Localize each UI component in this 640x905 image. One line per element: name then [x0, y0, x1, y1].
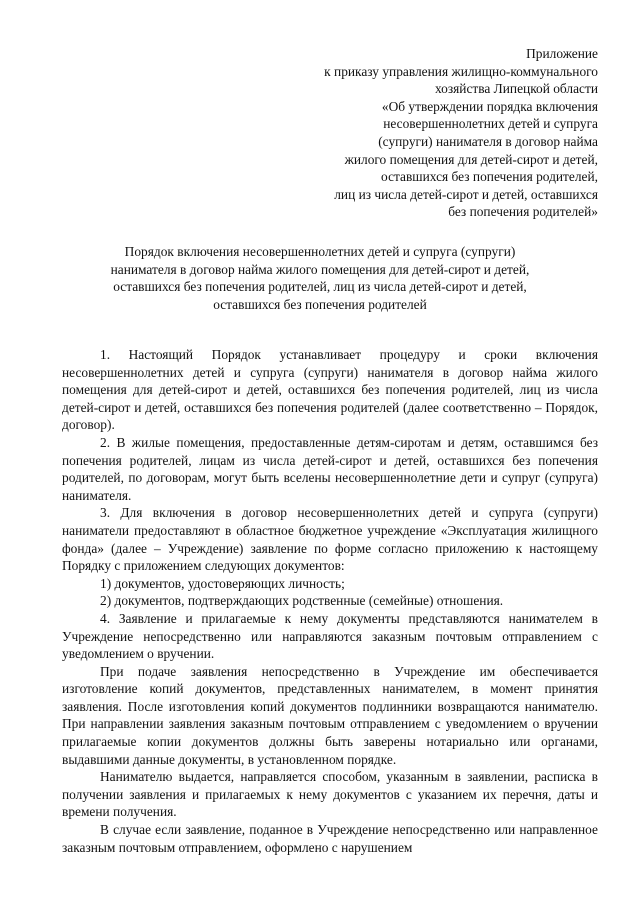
appendix-line: (супруги) нанимателя в договор найма [378, 133, 598, 149]
paragraph: При подаче заявления непосредственно в Учреждение им обеспечивается изготовление копий документов, представленных нанимателем, в момент принятия заявления. После изготовления копий документов подлинники возвращаются нанимателю. При направлении заявления заказным почтовым отправлением с уведомлением о вручении прилагаемые копии документов должны быть заверены нотариально или органами, выдавшими данные документы, в установленном порядке. [62, 663, 598, 767]
appendix-header [238, 45, 598, 221]
appendix-line: «Об утверждении порядка включения [381, 98, 598, 114]
paragraph: 1. Настоящий Порядок устанавливает процедуру и сроки включения несовершеннолетних детей и супруга (супруги) нанимателя в договор найма жилого помещения для детей-сирот и детей, оставшихся без попечения родителей, лиц из числа детей-сирот и детей, оставшихся без попечения родителей (далее соответственно – Порядок, договор). [62, 347, 598, 433]
title-line: нанимателя в договор найма жилого помещения для детей-сирот и детей, [110, 261, 530, 277]
list-item: 1) документов, удостоверяющих личность; [100, 575, 345, 591]
title-line: оставшихся без попечения родителей [213, 296, 427, 312]
appendix-line: оставшихся без попечения родителей, [381, 169, 598, 185]
document-title [60, 243, 580, 313]
title-line: оставшихся без попечения родителей, лиц из числа детей-сирот и детей, [113, 279, 527, 295]
document-body [62, 346, 598, 856]
paragraph: 2. В жилые помещения, предоставленные детям-сиротам и детям, оставшимся без попечения родителей, лицам из числа детей-сирот и детей, оставшихся без попечения родителей, по договорам, могут быть вселены несовершеннолетние дети и супруг (супруга) нанимателя. [62, 434, 598, 503]
paragraph: 4. Заявление и прилагаемые к нему документы представляются нанимателем в Учреждение непосредственно или направляются заказным почтовым отправлением с уведомлением о вручении. [62, 610, 598, 662]
appendix-line: лиц из числа детей-сирот и детей, оставшихся [334, 186, 598, 202]
appendix-line: несовершеннолетних детей и супруга [383, 116, 598, 132]
title-line: Порядок включения несовершеннолетних детей и супруга (супруги) [124, 244, 516, 259]
paragraph: Нанимателю выдается, направляется способом, указанным в заявлении, расписка в получении заявления и прилагаемых к нему документов с указанием их перечня, даты и времени получения. [62, 769, 598, 820]
list-item: 2) документов, подтверждающих родственные (семейные) отношения. [100, 593, 504, 609]
paragraph: 3. Для включения в договор несовершеннолетних детей и супруга (супруги) наниматели предоставляют в областное бюджетное учреждение «Эксплуатация жилищного фонда» (далее – Учреждение) заявление по форме согласно приложению к настоящему Порядку с приложением следующих документов: [62, 505, 598, 574]
appendix-line: к приказу управления жилищно-коммунального [324, 63, 598, 79]
appendix-line: Приложение [526, 46, 598, 61]
paragraph: В случае если заявление, поданное в Учреждение непосредственно или направленное заказным почтовым отправлением, оформлено с нарушением [62, 822, 598, 855]
appendix-line: жилого помещения для детей-сирот и детей, [344, 151, 598, 167]
appendix-line: хозяйства Липецкой области [434, 81, 598, 97]
appendix-line: без попечения родителей» [448, 204, 598, 220]
